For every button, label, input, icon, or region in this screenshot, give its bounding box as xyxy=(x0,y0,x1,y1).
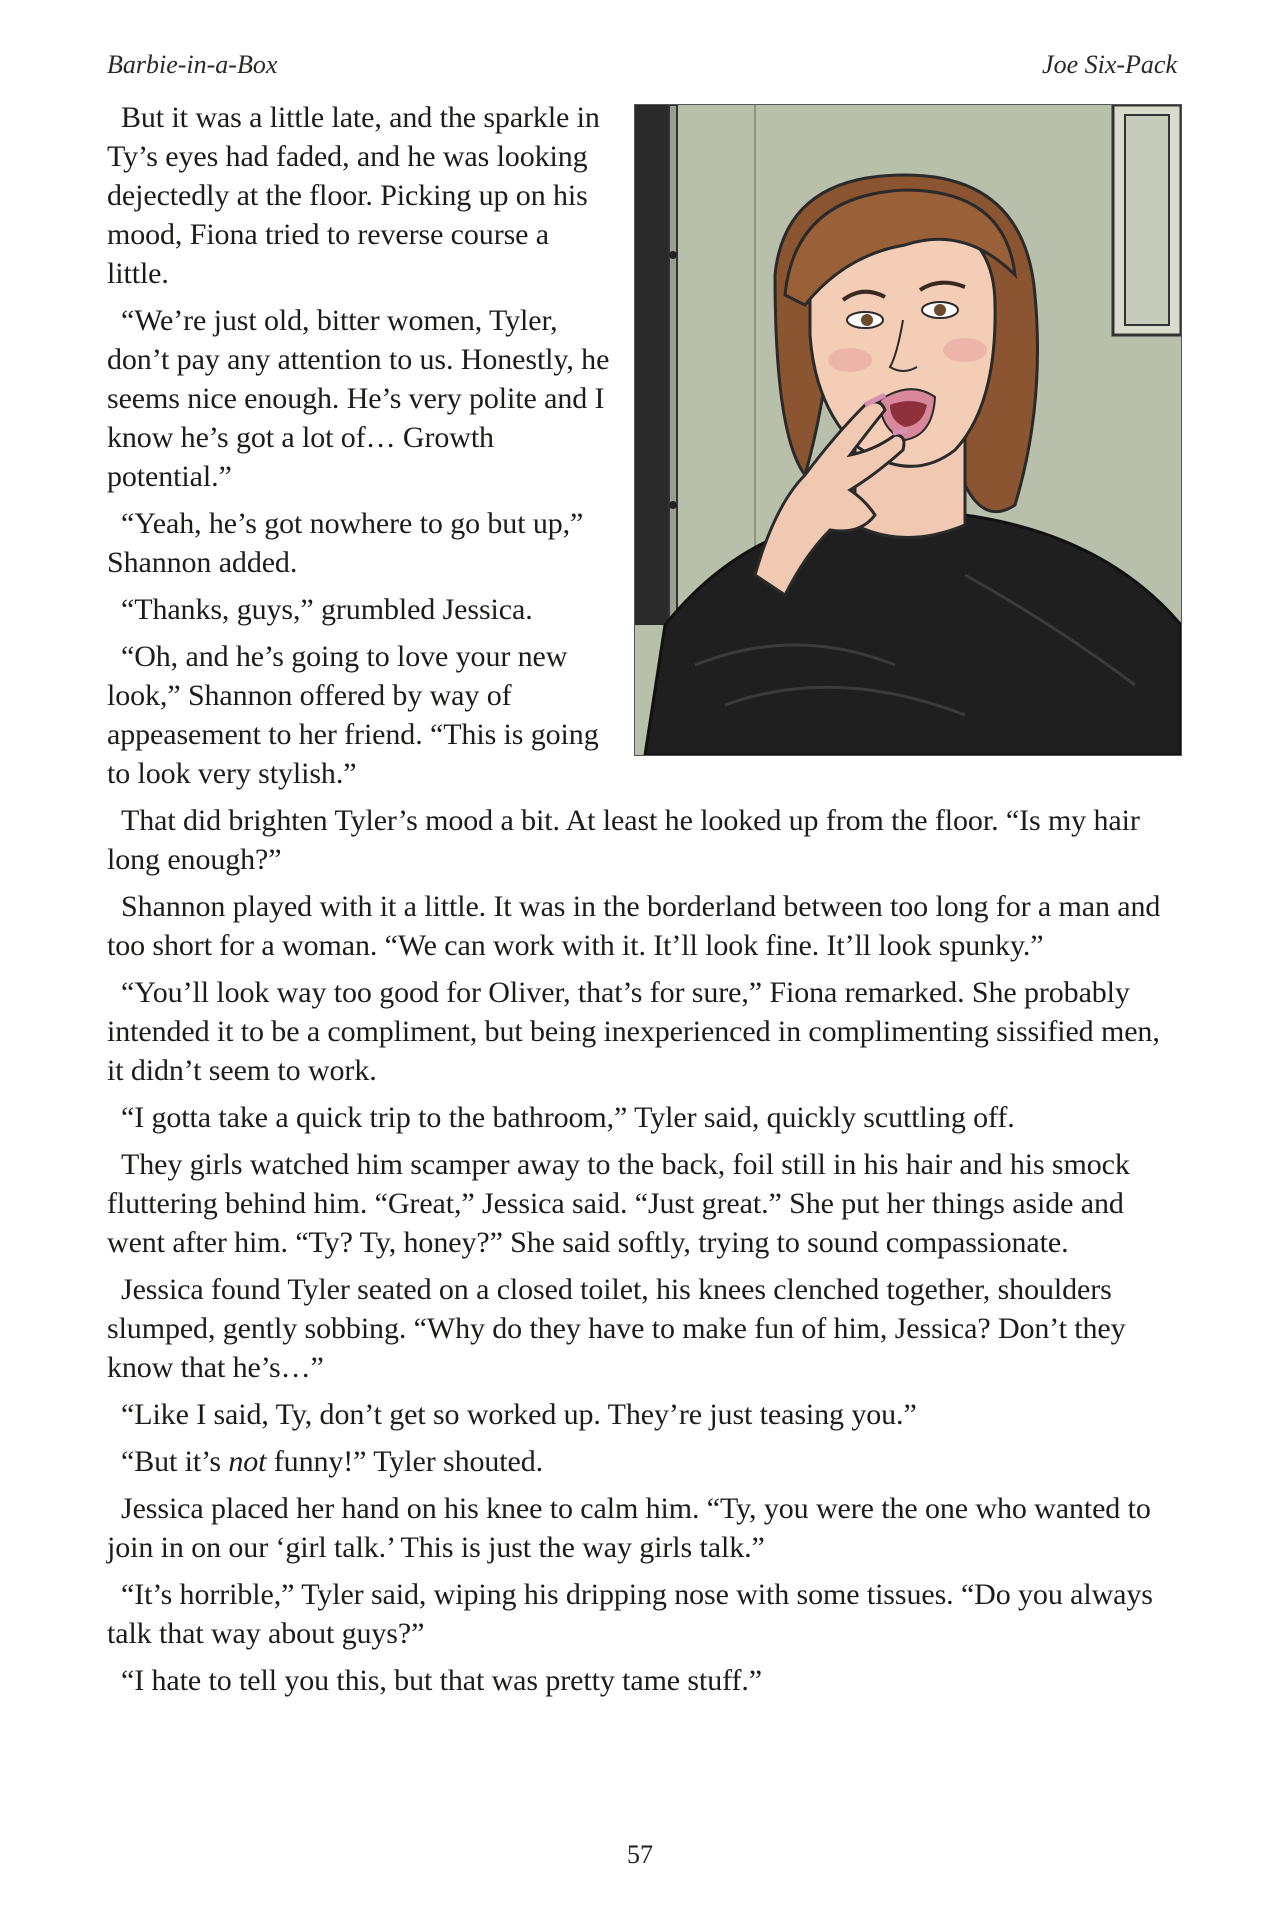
running-head-chapter-title: Joe Six-Pack xyxy=(1042,50,1177,79)
paragraph: Shannon played with it a little. It was in the borderland between too long for a man and too short for a woman. “We can work with it. It’ll look fine. It’ll look spunky.” xyxy=(107,890,1161,962)
body-text xyxy=(107,98,1182,1708)
paragraph: “Yeah, he’s got nowhere to go but up,” Shannon added. xyxy=(107,507,584,579)
paragraph: Jessica placed her hand on his knee to calm him. “Ty, you were the one who wanted to join in on our ‘girl talk.’ This is just the way girls talk.” xyxy=(107,1492,1151,1564)
paragraph: “I gotta take a quick trip to the bathroom,” Tyler said, quickly scuttling off. xyxy=(121,1101,1015,1134)
paragraph: “You’ll look way too good for Oliver, that’s for sure,” Fiona remarked. She probably intended it to be a compliment, but being inexperienced in complimenting sissified men, it didn’t seem to work. xyxy=(107,976,1160,1087)
paragraph: “Oh, and he’s going to love your new look,” Shannon offered by way of appeasement to her friend. “This is going to look very stylish.” xyxy=(107,640,599,790)
paragraph: They girls watched him scamper away to the back, foil still in his hair and his smock fluttering behind him. “Great,” Jessica said. “Just great.” She put her things aside and went after him. “Ty? Ty, honey?” She said softly, trying to sound compassionate. xyxy=(107,1148,1130,1259)
paragraph: Jessica found Tyler seated on a closed toilet, his knees clenched together, shoulders slumped, gently sobbing. “Why do they have to make fun of him, Jessica? Don’t they know that he’s…” xyxy=(107,1273,1126,1384)
paragraph xyxy=(107,1442,1182,1481)
paragraph-text: “But it’s xyxy=(121,1445,229,1478)
running-head-book-title: Barbie-in-a-Box xyxy=(107,50,278,79)
paragraph: “It’s horrible,” Tyler said, wiping his dripping nose with some tissues. “Do you always talk that way about guys?” xyxy=(107,1578,1153,1650)
paragraph: “I hate to tell you this, but that was pretty tame stuff.” xyxy=(121,1664,762,1697)
paragraph: But it was a little late, and the sparkle in Ty’s eyes had faded, and he was looking dejectedly at the floor. Picking up on his mood, Fiona tried to reverse course a little. xyxy=(107,101,600,290)
page-number: 57 xyxy=(627,1840,653,1869)
paragraph: “Thanks, guys,” grumbled Jessica. xyxy=(121,593,533,626)
paragraph: “Like I said, Ty, don’t get so worked up. They’re just teasing you.” xyxy=(121,1398,917,1431)
paragraph: “We’re just old, bitter women, Tyler, don’t pay any attention to us. Honestly, he seems nice enough. He’s very polite and I know he’s got a lot of… Growth potential.” xyxy=(107,304,610,493)
emphasized-word: not xyxy=(228,1445,267,1478)
paragraph-text: funny!” Tyler shouted. xyxy=(266,1445,544,1478)
paragraph: That did brighten Tyler’s mood a bit. At least he looked up from the floor. “Is my hair long enough?” xyxy=(107,804,1140,876)
